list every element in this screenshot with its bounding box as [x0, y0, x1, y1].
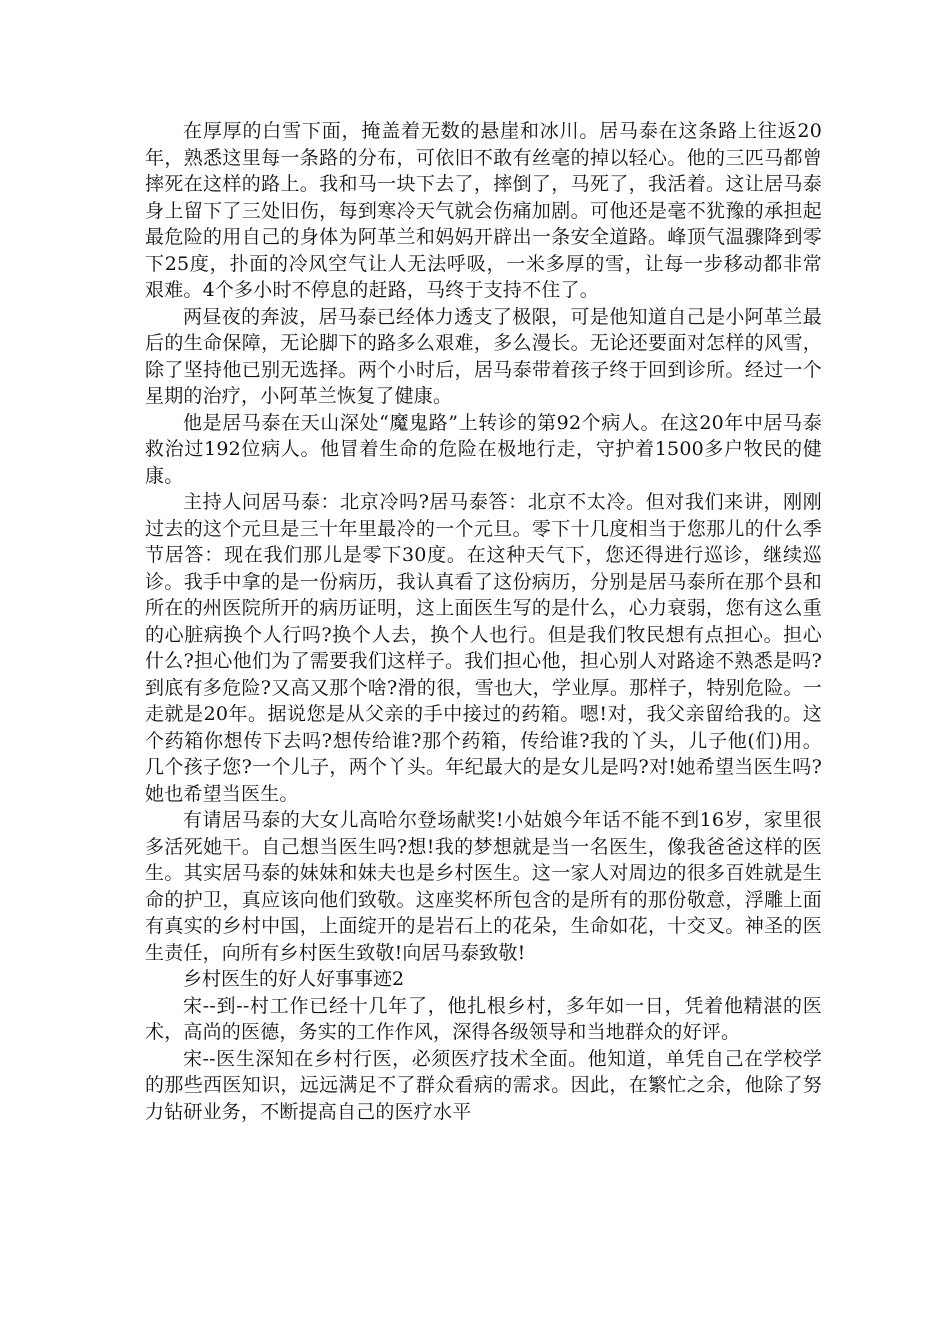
paragraph-song-intro: 宋--到--村工作已经十几年了，他扎根乡村，多年如一日，凭着他精湛的医术，高尚的医德，务实的工作作风，深得各级领导和当地群众的好评。: [145, 994, 822, 1043]
section-subheading: 乡村医生的好人好事事迹2: [183, 968, 405, 990]
paragraph-song-skills: 宋--医生深知在乡村行医，必须医疗技术全面。他知道，单凭自己在学校学的那些西医知识，远远满足不了群众看病的需求。因此，在繁忙之余，他除了努力钻研业务，不断提高自己的医疗水平: [145, 1047, 822, 1123]
paragraph-host-interview: 主持人问居马泰：北京冷吗?居马泰答：北京不太冷。但对我们来讲，刚刚过去的这个元旦是三十年里最冷的一个元旦。零下十几度相当于您那儿的什么季节居答：现在我们那儿是零下30度。在这种天气下，您还得进行巡诊，继续巡诊。我手中拿的是一份病历，我认真看了这份病历，分别是居马泰所在那个县和所在的州医院所开的病历证明，这上面医生写的是什么，心力衰弱，您有这么重的心脏病换个人行吗?换个人去，换个人也行。但是我们牧民想有点担心。担心什么?担心他们为了需要我们这样子。我们担心他，担心别人对路途不熟悉是吗?到底有多危险?又高又那个啥?滑的很，雪也大，学业厚。那样子，特别危险。一走就是20年。据说您是从父亲的手中接过的药箱。嗯!对，我父亲留给我的。这个药箱你想传下去吗?想传给谁?那个药箱，传给谁?我的丫头，儿子他(们)用。几个孩子您?一个儿子，两个丫头。年纪最大的是女儿是吗?对!她希望当医生吗?她也希望当医生。: [145, 491, 822, 805]
paragraph-snow-road: 在厚厚的白雪下面，掩盖着无数的悬崖和冰川。居马泰在这条路上往返20年，熟悉这里每一条路的分布，可依旧不敢有丝毫的掉以轻心。他的三匹马都曾摔死在这样的路上。我和马一块下去了，摔倒了，马死了，我活着。这让居马泰身上留下了三处旧伤，每到寒冷天气就会伤痛加剧。可他还是毫不犹豫的承担起最危险的用自己的身体为阿革兰和妈妈开辟出一条安全道路。峰顶气温骤降到零下25度，扑面的冷风空气让人无法呼吸，一米多厚的雪，让每一步移动都非常艰难。4个多小时不停息的赶路，马终于支持不住了。: [145, 120, 822, 301]
paragraph-award-tribute: 有请居马泰的大女儿高哈尔登场献奖!小姑娘今年话不能不到16岁，家里很多活死她干。自己想当医生吗?想!我的梦想就是当一名医生，像我爸爸这样的医生。其实居马泰的妹妹和妹夫也是乡村医生。这一家人对周边的很多百姓就是生命的护卫，真应该向他们致敬。这座奖杯所包含的是所有的那份敬意，浮雕上面有真实的乡村中国，上面绽开的是岩石上的花朵，生命如花，十交叉。神圣的医生责任，向所有乡村医生致敬!向居马泰致敬!: [145, 809, 822, 964]
paragraph-patient-count: 他是居马泰在天山深处“魔鬼路”上转诊的第92个病人。在这20年中居马泰救治过192位病人。他冒着生命的危险在极地行走，守护着1500多户牧民的健康。: [145, 411, 822, 487]
paragraph-two-days-journey: 两昼夜的奔波，居马泰已经体力透支了极限，可是他知道自己是小阿革兰最后的生命保障，无论脚下的路多么艰难，多么漫长。无论还要面对怎样的风雪，除了坚持他已别无选择。两个小时后，居马泰带着孩子终于回到诊所。经过一个星期的治疗，小阿革兰恢复了健康。: [145, 305, 822, 407]
